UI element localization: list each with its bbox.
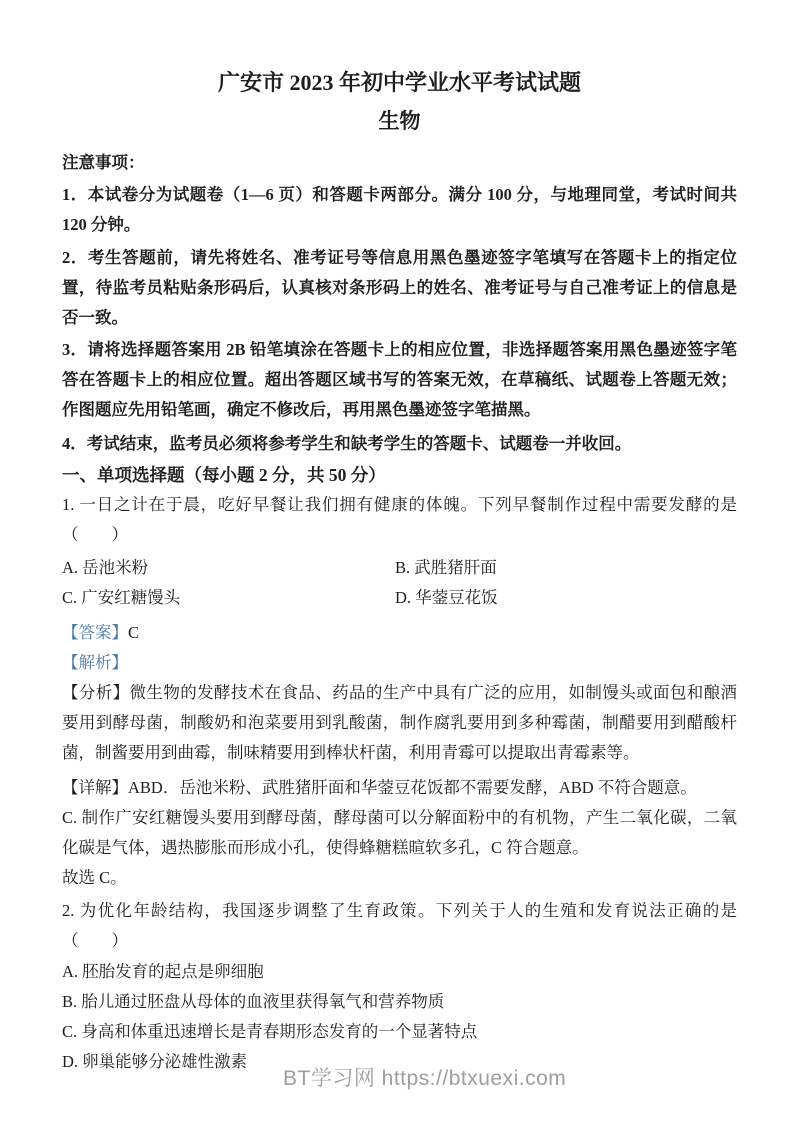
question-1-option-b: B. 武胜猪肝面	[395, 558, 497, 577]
analysis-label: 【分析】	[62, 683, 130, 702]
document-content	[0, 68, 793, 1077]
detail-intro: ABD．岳池米粉、武胜猪肝面和华蓥豆花饭都不需要发酵，ABD 不符合题意。	[128, 778, 697, 797]
question-1-option-d: D. 华蓥豆花饭	[395, 588, 498, 607]
question-1-option-a: A. 岳池米粉	[62, 558, 149, 577]
question-1-stem: 1. 一日之计在于晨，吃好早餐让我们拥有健康的体魄。下列早餐制作过程中需要发酵的是（ ）	[62, 495, 737, 544]
notice-item-2: 2．考生答题前，请先将姓名、准考证号等信息用黑色墨迹签字笔填写在答题卡上的指定位置，待监考员粘贴条形码后，认真核对条形码上的姓名、准考证号与自己准考证上的信息是否一致。	[62, 248, 737, 327]
page-title: 广安市 2023 年初中学业水平考试试题	[217, 70, 581, 95]
notice-heading: 注意事项：	[62, 153, 145, 172]
watermark-text: BT学习网 https://btxuexi.com	[283, 1067, 567, 1090]
notice-item-4: 4．考试结束，监考员必须将参考学生和缺考学生的答题卡、试题卷一并收回。	[62, 434, 632, 453]
detail-paragraph-2: C. 制作广安红糖馒头要用到酵母菌，酵母菌可以分解面粉中的有机物，产生二氧化碳，二氧化碳是气体，遇热膨胀而形成小孔，使得蜂糖糕暄软多孔，C 符合题意。	[62, 808, 737, 857]
question-1-options	[62, 553, 737, 613]
detail-label: 【详解】	[62, 778, 128, 797]
question-1-option-c: C. 广安红糖馒头	[62, 588, 181, 607]
question-2-option-a: A. 胚胎发育的起点是卵细胞	[62, 962, 264, 981]
notice-item-3: 3．请将选择题答案用 2B 铅笔填涂在答题卡上的相应位置，非选择题答案用黑色墨迹签字笔答在答题卡上的相应位置。超出答题区域书写的答案无效，在草稿纸、试题卷上答题无效；作图题应先用铅笔画，确定不修改后，再用黑色墨迹签字笔描黑。	[62, 340, 737, 419]
subject-title: 生物	[378, 109, 421, 133]
question-2-stem: 2. 为优化年龄结构，我国逐步调整了生育政策。下列关于人的生殖和发育说法正确的是（ ）	[62, 901, 737, 950]
question-2-option-d: D. 卵巢能够分泌雄性激素	[62, 1052, 248, 1071]
notice-item-1: 1．本试卷分为试题卷（1—6 页）和答题卡两部分。满分 100 分，与地理同堂，考试时间共 120 分钟。	[62, 185, 737, 234]
detail-conclusion: 故选 C。	[62, 868, 127, 887]
question-2-option-b: B. 胎儿通过胚盘从母体的血液里获得氧气和营养物质	[62, 992, 445, 1011]
question-2-option-c: C. 身高和体重迅速增长是青春期形态发育的一个显著特点	[62, 1022, 478, 1041]
explanation-marker-line	[62, 648, 737, 678]
explanation-marker: 【解析】	[62, 653, 128, 672]
answer-value: C	[128, 623, 140, 642]
section-heading: 一、单项选择题（每小题 2 分，共 50 分）	[62, 465, 386, 485]
answer-line	[62, 618, 737, 648]
answer-label: 【答案】	[62, 623, 128, 642]
analysis-paragraph	[62, 678, 737, 768]
detail-paragraph-1	[62, 773, 737, 803]
analysis-text: 微生物的发酵技术在食品、药品的生产中具有广泛的应用，如制馒头或面包和酿酒要用到酵母菌，制酸奶和泡菜要用到乳酸菌，制作腐乳要用到多种霉菌，制醋要用到醋酸杆菌，制酱要用到曲霉，制味精要用到棒状杆菌，利用青霉可以提取出青霉素等。	[62, 683, 738, 762]
